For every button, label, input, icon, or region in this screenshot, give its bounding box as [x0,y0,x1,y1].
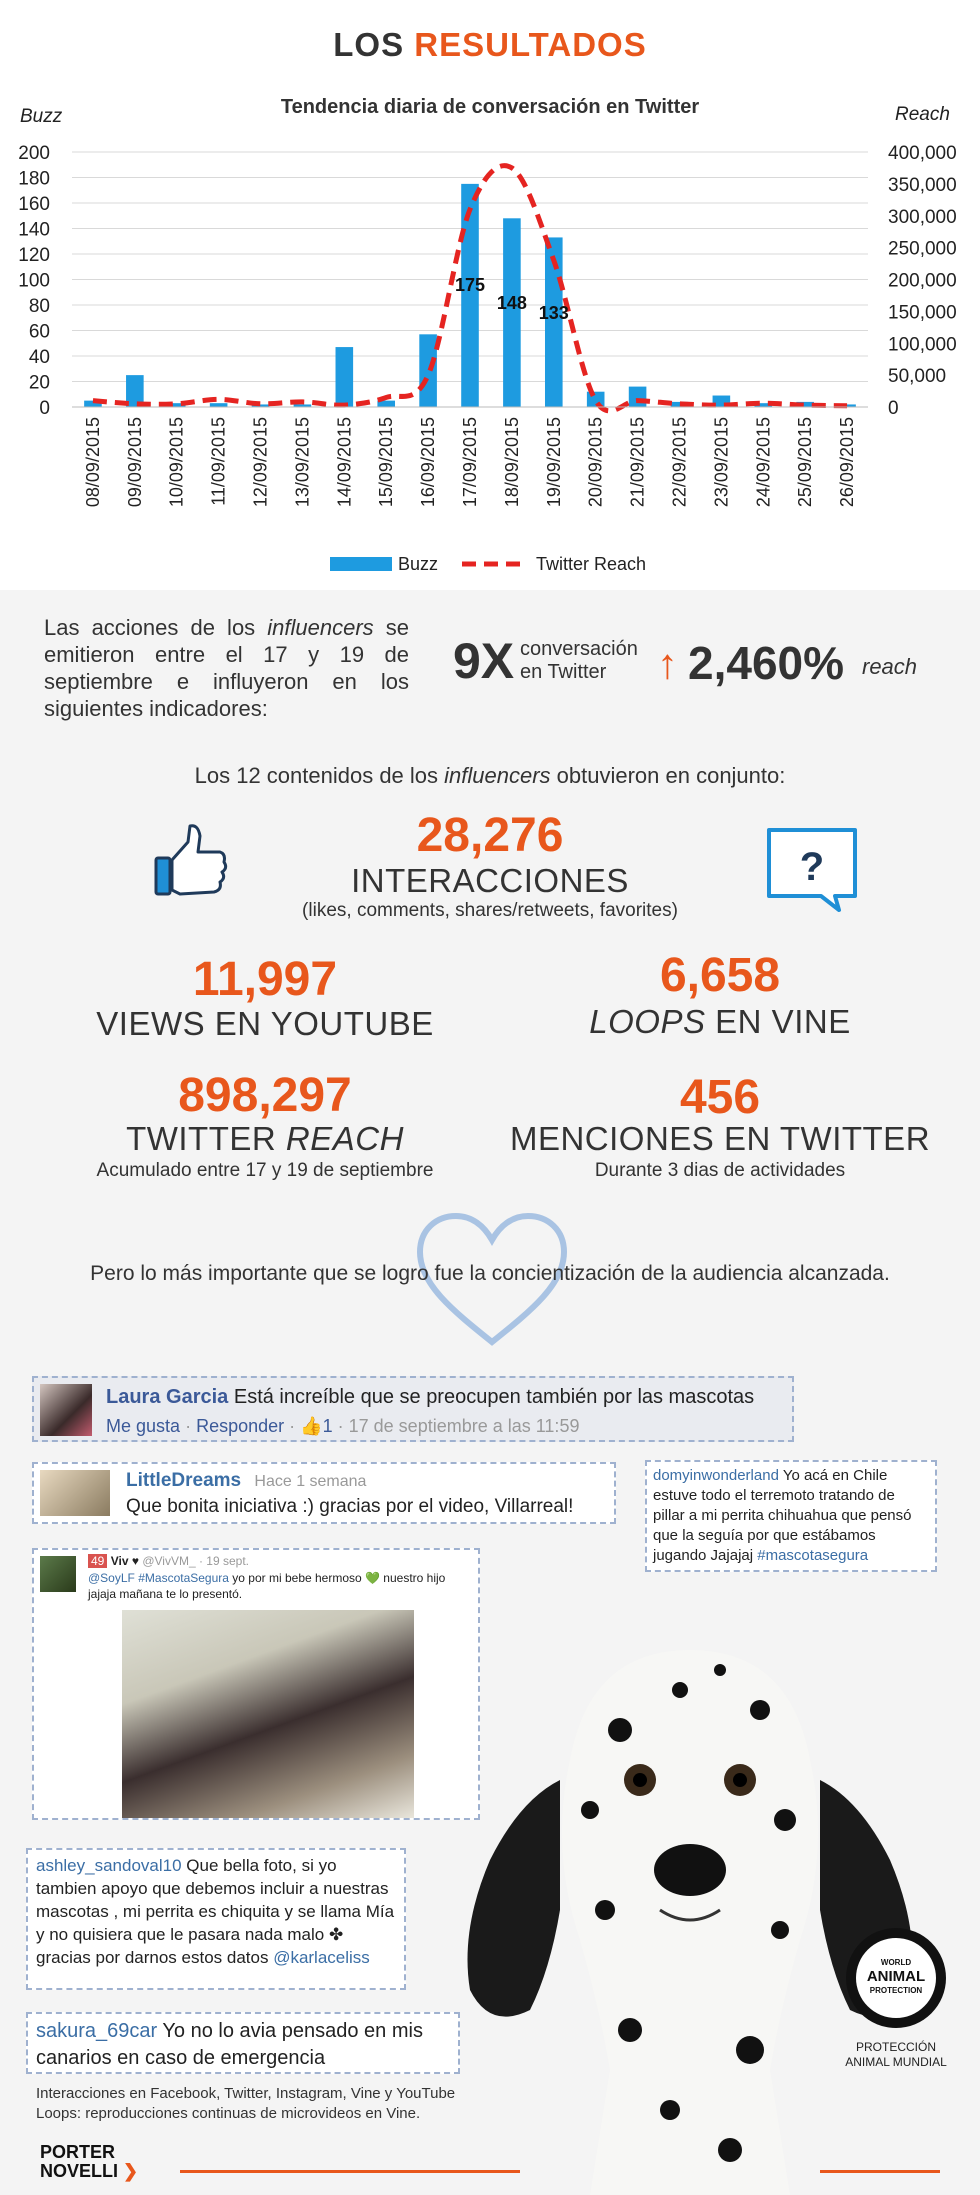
twitter-reach-note: Acumulado entre 17 y 19 de septiembre [96,1160,434,1181]
vine-loops-label: LOOPS EN VINE [589,1003,851,1040]
twitter-post-card [32,1548,480,1820]
twitter-mentions-label: MENCIONES EN TWITTER [509,1120,931,1157]
interactions-note: (likes, comments, shares/retweets, favorites) [302,900,678,921]
y-right-tick-label: 50,000 [888,366,947,388]
stat-reach-value: 2,460% [688,637,845,689]
y-left-tick-label: 0 [39,398,50,419]
x-tick-label: 16/09/2015 [418,416,439,508]
svg-text:?: ? [799,845,825,889]
thumbs-up-icon [150,820,230,900]
y-left-tick-label: 180 [18,168,50,190]
y-right-tick-label: 100,000 [888,334,957,356]
y-right-tick-label: 0 [888,398,899,419]
twitter-reach-label: TWITTER REACH [126,1120,404,1157]
twitter-mentions-note: Durante 3 dias de actividades [594,1160,846,1181]
up-arrow-icon: ↑ [657,640,678,687]
youtube-views-value: 11,997 [192,953,338,1006]
x-tick-label: 12/09/2015 [250,417,271,508]
avatar [40,1470,110,1516]
x-tick-label: 13/09/2015 [292,417,313,508]
x-tick-label: 18/09/2015 [501,417,522,508]
y-right-tick-label: 300,000 [888,206,957,228]
y-right-tick-label: 150,000 [888,302,957,324]
y-axis-right-label: Reach [895,104,950,125]
y-left-tick-label: 120 [18,245,50,266]
y-left-tick-label: 40 [28,347,50,368]
intro-paragraph: Las acciones de los influencers se emitieron entre el 17 y 19 de septiembre e influyeron en los siguientes indicadores: [44,615,410,721]
x-tick-label: 15/09/2015 [376,417,397,508]
interactions-label: INTERACCIONES [351,862,629,899]
instagram-comment-text: ashley_sandoval10 Que bella foto, si yo tambien apoyo que debemos incluir a nuestras mascotas , mi perrita es chiquita y se llama Mía y no quisiera que le pasara nada malo ✤ gracias por darnos estos datos @karlaceliss [36,1856,395,1967]
y-right-tick-label: 250,000 [888,238,957,260]
bar [629,387,647,407]
twitter-comment-text: domyinwonderland Yo acá en Chile estuve todo el terremoto tratando de pillar a mi perrita chihuahua que pensó que la seguía por que estábamos jugando Jajajaj #mascotasegura [653,1467,912,1564]
avatar [40,1556,76,1592]
world-animal-protection-logo: WORLD ANIMAL PROTECTION [846,1928,946,2028]
instagram-comment-text-2: sakura_69car Yo no lo avia pensado en mis canarios en caso de emergencia [36,2020,423,2069]
twitter-post-header: 49 Viv ♥ @VivVM_ · 19 sept. [88,1554,249,1568]
x-tick-label: 25/09/2015 [795,417,816,508]
twitter-comment-card-chile [645,1460,937,1572]
legend-label-buzz: Buzz [398,554,439,574]
vine-loops-value: 6,658 [659,949,781,1002]
twitter-reach-value: 898,297 [178,1069,352,1122]
footnotes: Interacciones en Facebook, Twitter, Instagram, Vine y YouTube Loops: reproducciones continuas de microvideos en Vine. [36,2085,456,2122]
page-title [0,26,980,64]
x-tick-label: 14/09/2015 [334,417,355,508]
y-right-tick-label: 350,000 [888,174,957,196]
twitter-post-text: @SoyLF #MascotaSegura yo por mi bebe hermoso 💚 nuestro hijo jajaja mañana te lo presentó. [88,1571,446,1601]
y-right-tick-label: 400,000 [888,143,957,164]
avatar [40,1384,92,1436]
x-tick-label: 24/09/2015 [753,417,774,508]
y-left-tick-label: 20 [28,372,50,394]
x-tick-label: 23/09/2015 [711,417,732,508]
stat-9x-value: 9X [453,633,515,689]
dalmatian-dog-image [430,1610,950,2195]
interactions-value: 28,276 [416,809,564,862]
youtube-comment-header: LittleDreams Hace 1 semana [126,1470,367,1491]
bar [210,403,228,407]
x-tick-label: 19/09/2015 [543,417,564,508]
x-tick-label: 20/09/2015 [585,417,606,508]
title-part-a: LOS [333,26,405,63]
stat-9x-label: conversación en Twitter [520,638,638,683]
legend-label-reach: Twitter Reach [536,554,647,574]
y-left-tick-label: 60 [28,321,50,343]
legend-swatch-buzz [330,557,392,571]
like-count-icon: 👍 [300,1416,323,1436]
stat-reach-label: reach [862,654,918,679]
youtube-comment-card [32,1462,616,1524]
facebook-comment-card [32,1376,794,1442]
x-tick-label: 11/09/2015 [208,417,229,506]
x-tick-label: 17/09/2015 [460,417,480,508]
footer-rule [180,2170,520,2173]
chart-title: Tendencia diaria de conversación en Twitter [280,96,700,118]
instagram-comment-card [26,1848,406,1990]
bar-data-label: 148 [496,292,527,313]
y-axis-left-label: Buzz [20,106,63,127]
tweet-photo[interactable] [122,1610,414,1818]
instagram-comment-card-2 [26,2012,460,2074]
y-right-tick-label: 200,000 [888,270,957,292]
facebook-comment-text: Laura Garcia Está increíble que se preocupen también por las mascotas [106,1386,755,1408]
x-tick-label: 10/09/2015 [166,417,187,508]
like-link[interactable]: Me gusta [106,1416,181,1436]
youtube-comment-text: Que bonita iniciativa :) gracias por el video, Villarreal! [126,1496,574,1517]
y-left-tick-label: 80 [28,296,50,317]
y-left-tick-label: 200 [18,143,50,164]
question-bubble-icon [765,826,861,914]
x-tick-label: 22/09/2015 [669,417,690,508]
twitter-mentions-value: 456 [679,1071,761,1124]
x-tick-label: 21/09/2015 [627,417,648,508]
wap-tagline: PROTECCIÓN ANIMAL MUNDIAL [845,2040,947,2069]
bar [419,334,437,407]
conclusion-text: Pero lo más importante que se logro fue la concientización de la audiencia alcanzada. [90,1262,890,1285]
y-left-tick-label: 140 [18,219,50,241]
bar [461,184,479,407]
bar [336,347,354,407]
y-left-tick-label: 160 [18,194,50,215]
x-tick-label: 26/09/2015 [837,417,858,508]
summary-line: Los 12 contenidos de los influencers obtuvieron en conjunto: [194,763,786,788]
facebook-comment-actions: Me gusta · Responder · 👍1 · 17 de septiembre a las 11:59 [106,1416,580,1436]
x-tick-label: 09/09/2015 [124,417,145,508]
y-left-tick-label: 100 [18,270,50,292]
bar-data-label: 133 [538,302,569,323]
bar-data-label: 175 [454,274,486,295]
chart-area [0,130,980,590]
x-tick-label: 08/09/2015 [82,417,103,508]
reply-link[interactable]: Responder [196,1416,285,1436]
youtube-views-label: VIEWS EN YOUTUBE [96,1005,434,1042]
title-part-b: RESULTADOS [414,26,647,63]
porter-novelli-logo: PORTER NOVELLI ❯ [40,2142,139,2181]
footer-rule-right [820,2170,940,2173]
